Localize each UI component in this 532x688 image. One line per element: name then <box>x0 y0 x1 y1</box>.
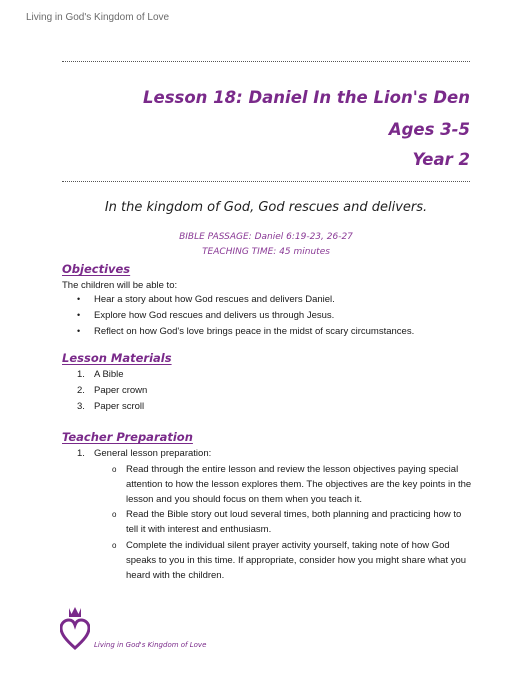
list-number: 1. <box>77 369 85 380</box>
material-item: Paper crown <box>94 385 148 396</box>
running-header: Living in God's Kingdom of Love <box>26 12 170 23</box>
title-divider <box>62 181 470 182</box>
bullet-marker: • <box>77 310 81 320</box>
objectives-intro: The children will be able to: <box>62 280 178 291</box>
preparation-item: General lesson preparation: <box>94 448 212 459</box>
bullet-marker: • <box>77 294 81 304</box>
material-item: Paper scroll <box>94 401 145 412</box>
list-number: 1. <box>77 448 85 459</box>
bullet-marker: • <box>77 326 81 336</box>
teaching-time: TEACHING TIME: 45 minutes <box>202 247 330 257</box>
footer-text: Living in God's Kingdom of Love <box>94 641 207 649</box>
objectives-heading: Objectives <box>62 262 131 276</box>
list-number: 3. <box>77 401 85 412</box>
materials-heading: Lesson Materials <box>62 351 172 365</box>
objective-item: Explore how God rescues and delivers us through Jesus. <box>94 310 335 321</box>
top-divider <box>62 61 470 62</box>
preparation-sub-item: Read through the entire lesson and review the lesson objectives paying special attention to how the lesson explores them. The objectives are the key points in the lesson and you should focus on them when you teach it. <box>126 464 472 505</box>
crown-heart-icon <box>60 604 90 652</box>
lesson-title: Lesson 18: Daniel In the Lion's Den <box>142 88 470 107</box>
bible-passage: BIBLE PASSAGE: Daniel 6:19-23, 26-27 <box>179 232 353 242</box>
lesson-tagline: In the kingdom of God, God rescues and delivers. <box>104 200 428 215</box>
sub-bullet-marker: o <box>112 510 117 519</box>
preparation-sub-item: Complete the individual silent prayer activity yourself, taking note of how God speaks to you in this time. If appropriate, consider how you might share what you heard with the children. <box>126 540 467 581</box>
sub-bullet-marker: o <box>112 465 117 474</box>
objective-item: Reflect on how God's love brings peace in the midst of scary circumstances. <box>94 326 415 337</box>
material-item: A Bible <box>94 369 124 380</box>
lesson-year: Year 2 <box>412 150 470 169</box>
preparation-sub-item: Read the Bible story out loud several times, both planning and practicing how to tell it with interest and enthusiasm. <box>126 509 462 535</box>
lesson-ages: Ages 3-5 <box>388 120 470 139</box>
objective-item: Hear a story about how God rescues and delivers Daniel. <box>94 294 335 305</box>
list-number: 2. <box>77 385 85 396</box>
preparation-heading: Teacher Preparation <box>62 430 193 444</box>
sub-bullet-marker: o <box>112 541 117 550</box>
